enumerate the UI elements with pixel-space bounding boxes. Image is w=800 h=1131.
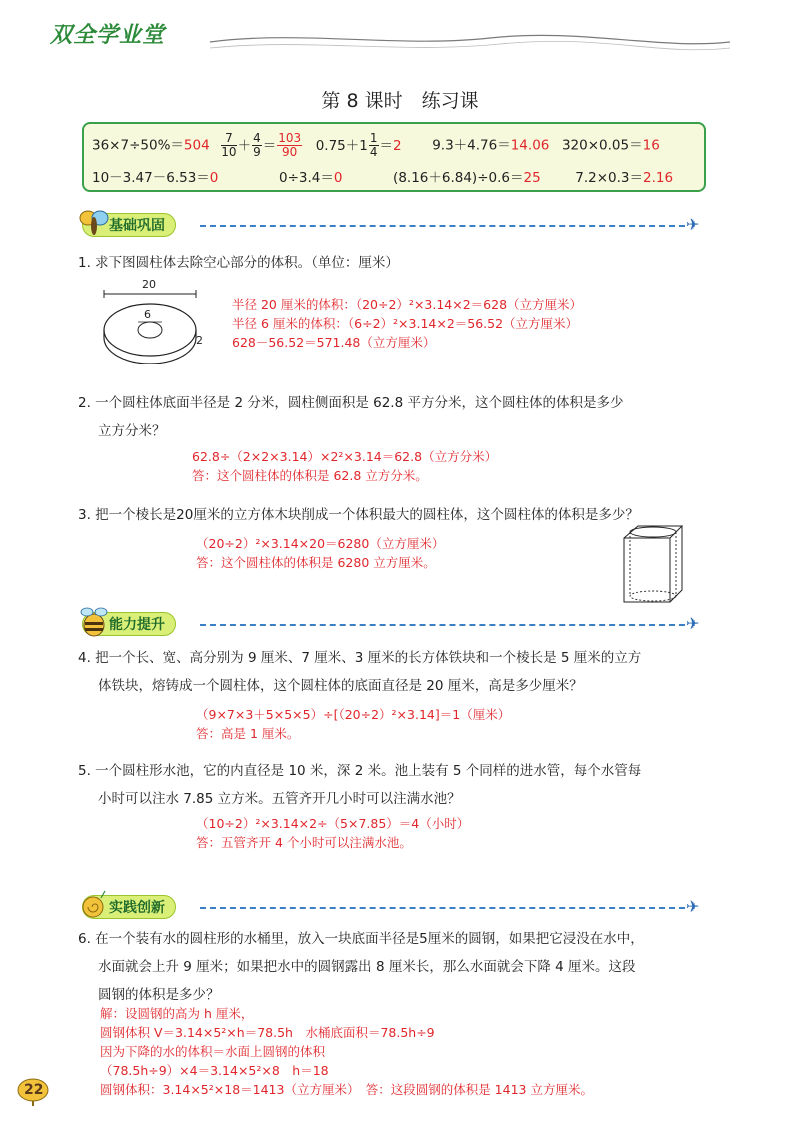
figure-label-height: 2	[196, 334, 203, 347]
calc-item: 10－3.47－6.53＝0	[92, 170, 219, 186]
answer-line: 答：这个圆柱体的体积是 6280 立方厘米。	[196, 555, 436, 570]
answer-line: 解：设圆钢的高为 h 厘米，	[100, 1006, 254, 1021]
question-2-text-line1: 2. 一个圆柱体底面半径是 2 分米，圆柱侧面积是 62.8 平方分米，这个圆柱体的体积是多少	[78, 395, 624, 411]
plane-arrow-icon: ✈	[686, 897, 700, 916]
answer-line: （78.5h÷9）×4＝3.14×5²×8 h＝18	[100, 1063, 329, 1078]
plane-arrow-icon: ✈	[686, 215, 700, 234]
answer-line: 圆钢体积 V＝3.14×5²×h＝78.5h 水桶底面积＝78.5h÷9	[100, 1025, 435, 1040]
question-4-text-line2: 体铁块，熔铸成一个圆柱体，这个圆柱体的底面直径是 20 厘米，高是多少厘米？	[98, 678, 583, 694]
calc-row-2	[92, 166, 673, 186]
answer-line: 628－56.52＝571.48（立方厘米）	[232, 335, 436, 350]
section-divider	[200, 225, 685, 227]
answer-line: 因为下降的水的体积＝水面上圆钢的体积	[100, 1044, 326, 1059]
answer-line: 半径 20 厘米的体积：（20÷2）²×3.14×2＝628（立方厘米）	[232, 297, 583, 312]
figure-label-diameter-outer: 20	[142, 278, 156, 291]
calc-item: 0÷3.4＝0	[278, 170, 343, 186]
answer-line: 答：高是 1 厘米。	[196, 726, 300, 741]
answer-line: 圆钢体积：3.14×5²×18＝1413（立方厘米） 答：这段圆钢的体积是 1413 立方厘米。	[100, 1082, 593, 1097]
series-title: 双全学业堂	[50, 23, 166, 48]
answer-line: （9×7×3＋5×5×5）÷[（20÷2）²×3.14]＝1（厘米）	[196, 707, 511, 722]
question-6-text-line3: 圆钢的体积是多少？	[98, 987, 220, 1003]
calc-item-fraction-sum: $\frac{7}{10}$ ＋ $\frac{4}{9}$ ＝ $\frac{103}{90}$	[221, 131, 302, 159]
answer-line: （10÷2）²×3.14×2÷（5×7.85）＝4（小时）	[196, 816, 470, 831]
answer-line: 半径 6 厘米的体积：（6÷2）²×3.14×2＝56.52（立方厘米）	[232, 316, 579, 331]
question-5-text-line1: 5. 一个圆柱形水池，它的内直径是 10 米，深 2 米。池上装有 5 个同样的进水管，每个水管每	[78, 763, 642, 779]
lesson-title: 第 8 课时 练习课	[321, 90, 479, 112]
cube-with-cylinder-figure	[620, 522, 686, 608]
section-badge-practice: 实践创新	[82, 895, 176, 919]
bee-mascot-icon	[79, 605, 109, 639]
figure-label-diameter-inner: 6	[144, 308, 151, 321]
header-wave-decoration	[40, 28, 740, 68]
butterfly-mascot-icon	[79, 206, 109, 240]
calc-item: 36×7÷50%＝504	[92, 137, 210, 154]
answer-line: 62.8÷（2×2×3.14）×2²×3.14＝62.8（立方分米）	[192, 449, 498, 464]
section-badge-basic: 基础巩固	[82, 213, 176, 237]
question-6-text-line1: 6. 在一个装有水的圆柱形的水桶里，放入一块底面半径是5厘米的圆钢，如果把它浸没在水中，	[78, 931, 644, 947]
question-2-text-line2: 立方分米？	[98, 423, 166, 439]
question-3-text: 3. 把一个棱长是20厘米的立方体木块削成一个体积最大的圆柱体，这个圆柱体的体积是多少？	[78, 507, 639, 523]
calc-item: 7.2×0.3＝2.16	[575, 170, 674, 186]
section-divider	[200, 624, 685, 626]
calc-item: 9.3＋4.76＝14.06	[432, 137, 550, 154]
calc-row-1	[92, 132, 660, 159]
calc-item: 320×0.05＝16	[561, 137, 660, 154]
question-6-text-line2: 水面就会上升 9 厘米；如果把水中的圆钢露出 8 厘米长，那么水面就会下降 4 厘米。这段	[98, 959, 636, 975]
section-divider	[200, 907, 685, 909]
calc-item: (8.16＋6.84)÷0.6＝25	[393, 170, 541, 186]
page-number: 22	[24, 1082, 44, 1098]
calc-item: 0.75＋1 $\frac{1}{4}$ ＝2	[315, 131, 402, 159]
question-5-text-line2: 小时可以注水 7.85 立方米。五管齐开几小时可以注满水池？	[98, 791, 461, 807]
snail-mascot-icon	[79, 888, 109, 922]
section-badge-ability: 能力提升	[82, 612, 176, 636]
answer-line: 答：这个圆柱体的体积是 62.8 立方分米。	[192, 468, 428, 483]
answer-line: 答：五管齐开 4 个小时可以注满水池。	[196, 835, 412, 850]
question-1-text: 1. 求下图圆柱体去除空心部分的体积。（单位：厘米）	[78, 255, 399, 271]
plane-arrow-icon: ✈	[686, 614, 700, 633]
answer-line: （20÷2）²×3.14×20＝6280（立方厘米）	[196, 536, 445, 551]
question-4-text-line1: 4. 把一个长、宽、高分别为 9 厘米、7 厘米、3 厘米的长方体铁块和一个棱长是 5 厘米的立方	[78, 650, 642, 666]
